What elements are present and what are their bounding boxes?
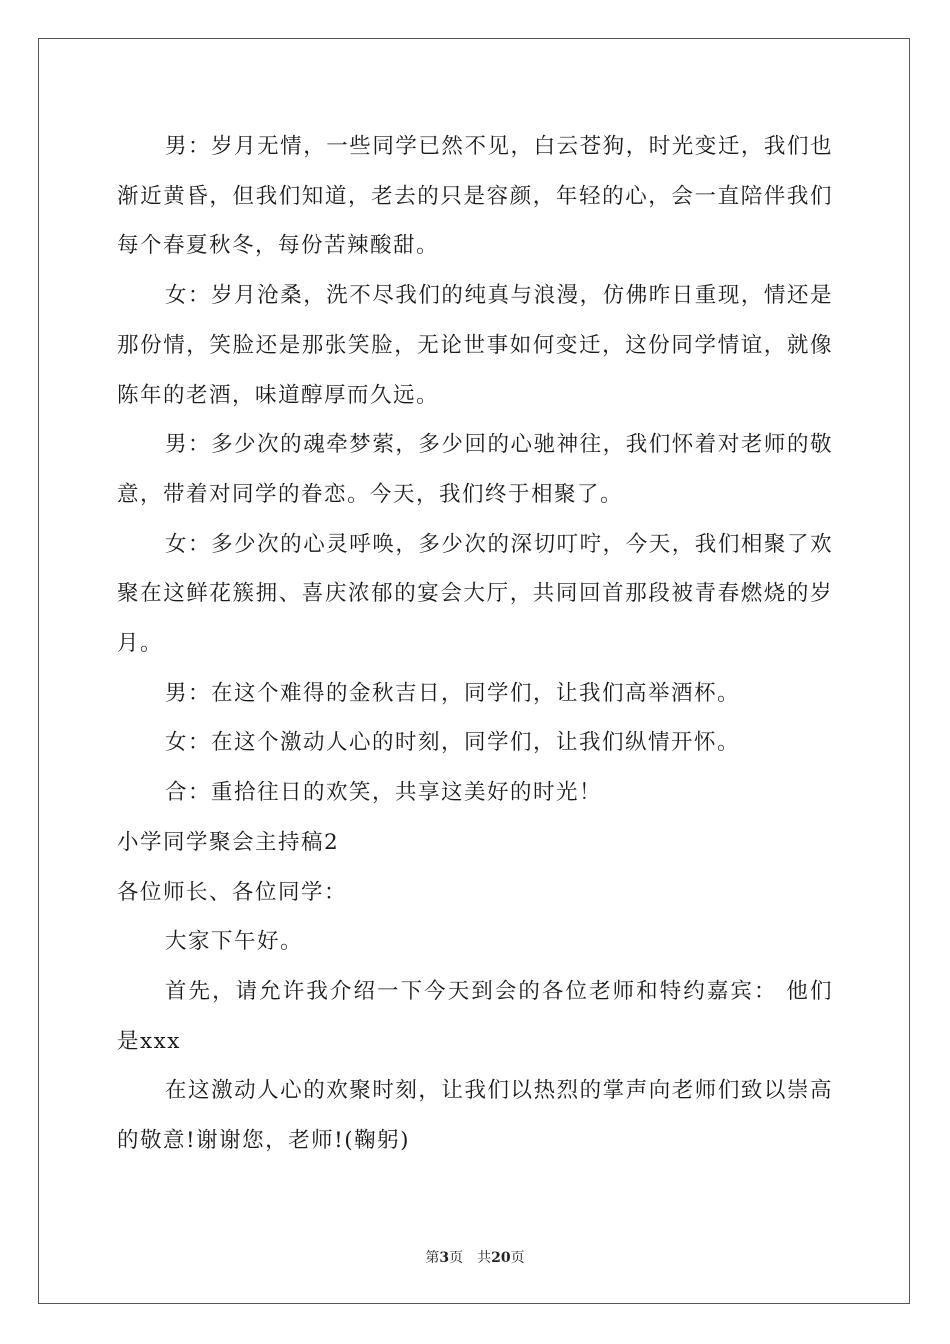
document-body [117, 122, 833, 1166]
paragraph: 在这激动人心的欢聚时刻，让我们以热烈的掌声向老师们致以崇高的敬意!谢谢您，老师!(鞠躬) [117, 1078, 833, 1154]
paragraph: 首先，请允许我介绍一下今天到会的各位老师和特约嘉宾： 他们是xxx [117, 978, 833, 1054]
paragraph: 大家下午好。 [165, 929, 304, 955]
paragraph: 女：在这个激动人心的时刻，同学们，让我们纵情开怀。 [165, 730, 741, 756]
footer-prefix: 第 [425, 1250, 440, 1266]
footer-mid: 页 共 [449, 1250, 492, 1266]
paragraph: 男：岁月无情，一些同学已然不见，白云苍狗，时光变迁，我们也渐近黄昏，但我们知道，老去的只是容颜，年轻的心，会一直陪伴我们每个春夏秋冬，每份苦辣酸甜。 [117, 134, 833, 259]
page-number-footer [0, 1247, 950, 1267]
paragraph: 女：多少次的心灵呼唤，多少次的深切叮咛，今天，我们相聚了欢聚在这鲜花簇拥、喜庆浓郁的宴会大厅，共同回首那段被青春燃烧的岁月。 [117, 531, 833, 657]
salutation: 各位师长、各位同学： [117, 879, 348, 905]
footer-suffix: 页 [510, 1250, 525, 1266]
paragraph: 合：重拾往日的欢笑，共享这美好的时光！ [165, 780, 603, 806]
current-page-number: 3 [439, 1250, 450, 1266]
paragraph: 女：岁月沧桑，洗不尽我们的纯真与浪漫，仿佛昨日重现，情还是那份情，笑脸还是那张笑脸，无论世事如何变迁，这份同学情谊，就像陈年的老酒，味道醇厚而久远。 [117, 283, 833, 408]
section-title: 小学同学聚会主持稿2 [117, 829, 340, 855]
paragraph: 男：多少次的魂牵梦萦，多少回的心驰神往，我们怀着对老师的敬意，带着对同学的眷恋。今天，我们终于相聚了。 [117, 432, 833, 507]
total-page-number: 20 [491, 1250, 511, 1266]
paragraph: 男：在这个难得的金秋吉日，同学们，让我们高举酒杯。 [165, 680, 741, 706]
